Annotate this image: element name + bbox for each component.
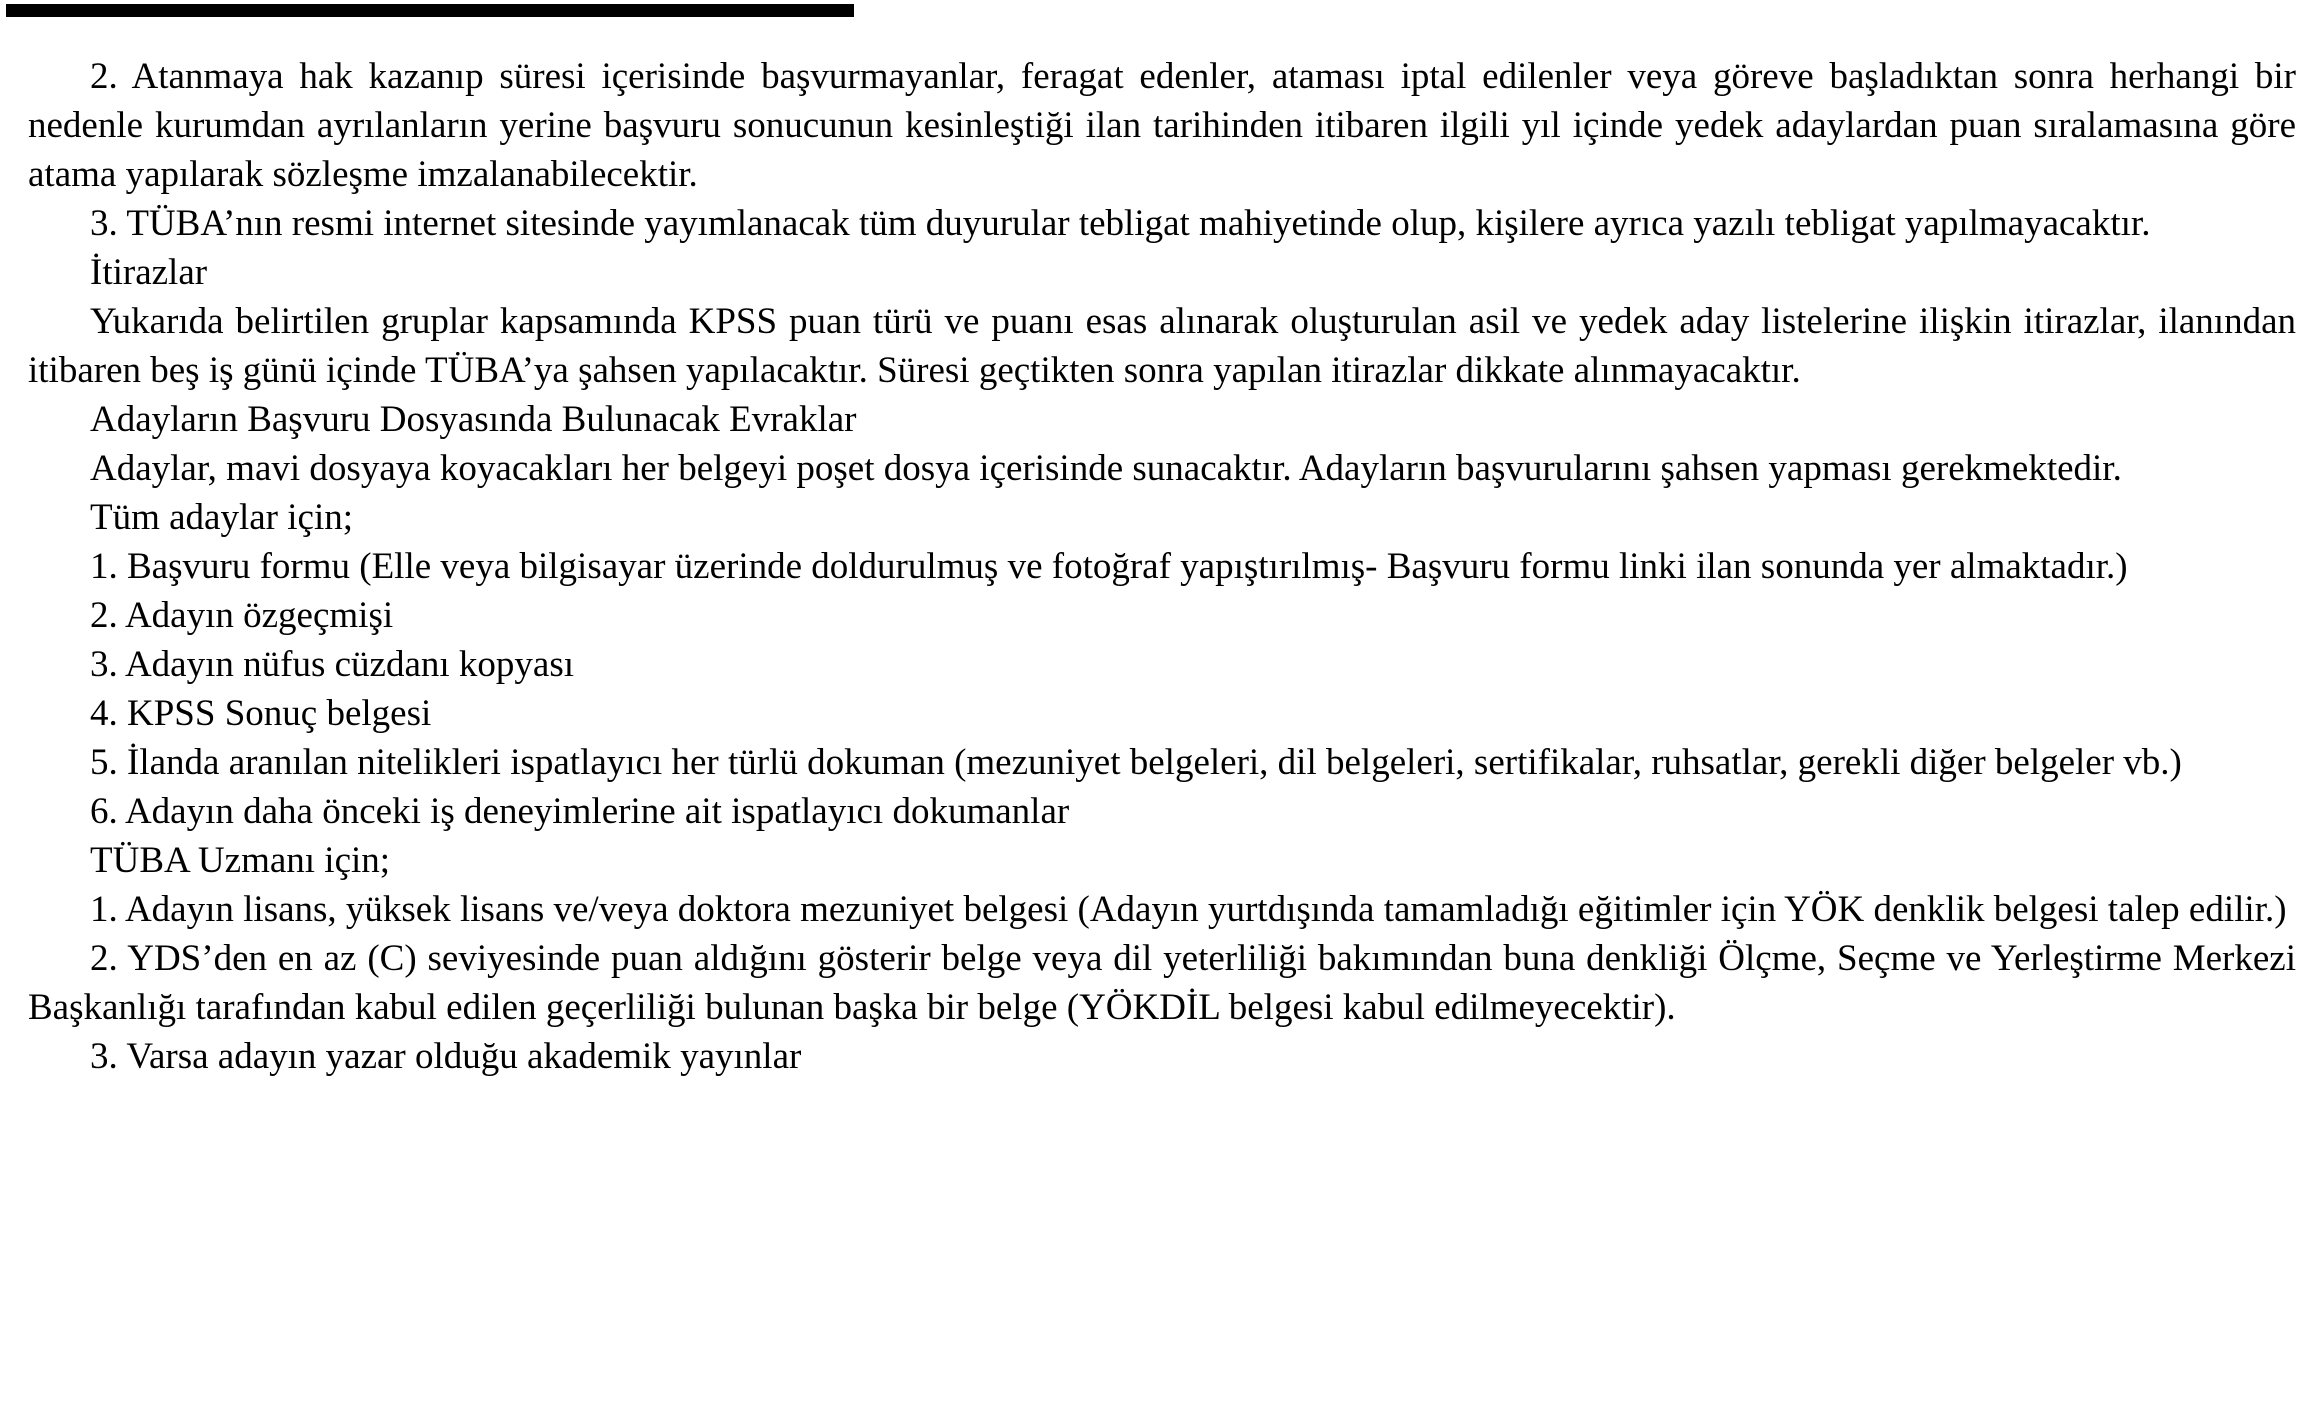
document-body xyxy=(28,52,2296,1081)
paragraph: 2. Atanmaya hak kazanıp süresi içerisinde başvurmayanlar, feragat edenler, ataması iptal edilenler veya göreve başladıktan sonra herhangi bir nedenle kurumdan ayrılanların yerine başvuru sonucunun kesinleştiği ilan tarihinden itibaren ilgili yıl içinde yedek adaylardan puan sıralamasına göre atama yapılarak sözleşme imzalanabilecektir. xyxy=(28,56,2296,195)
paragraph: 2. YDS’den en az (C) seviyesinde puan aldığını gösterir belge veya dil yeterliliği bakımından buna denkliği Ölçme, Seçme ve Yerleştirme Merkezi Başkanlığı tarafından kabul edilen geçerliliği bulunan başka bir belge (YÖKDİL belgesi kabul edilmeyecektir). xyxy=(28,938,2296,1028)
paragraph: 5. İlanda aranılan nitelikleri ispatlayıcı her türlü dokuman (mezuniyet belgeleri, dil belgeleri, sertifikalar, ruhsatlar, gerekli diğer belgeler vb.) xyxy=(90,742,2182,783)
paragraph: 3. Varsa adayın yazar olduğu akademik yayınlar xyxy=(90,1036,802,1077)
paragraph: 1. Adayın lisans, yüksek lisans ve/veya doktora mezuniyet belgesi (Adayın yurtdışında tamamladığı eğitimler için YÖK denklik belgesi talep edilir.) xyxy=(90,889,2287,930)
paragraph: Adaylar, mavi dosyaya koyacakları her belgeyi poşet dosya içerisinde sunacaktır. Adayların başvurularını şahsen yapması gerekmektedir. xyxy=(90,448,2122,489)
paragraph: Yukarıda belirtilen gruplar kapsamında KPSS puan türü ve puanı esas alınarak oluşturulan asil ve yedek aday listelerine ilişkin itirazlar, ilanından itibaren beş iş günü içinde TÜBA’ya şahsen yapılacaktır. Süresi geçtikten sonra yapılan itirazlar dikkate alınmayacaktır. xyxy=(28,301,2296,391)
paragraph: 1. Başvuru formu (Elle veya bilgisayar üzerinde doldurulmuş ve fotoğraf yapıştırılmış- Başvuru formu linki ilan sonunda yer almaktadır.) xyxy=(90,546,2128,587)
paragraph: 4. KPSS Sonuç belgesi xyxy=(90,693,432,734)
paragraph: 3. TÜBA’nın resmi internet sitesinde yayımlanacak tüm duyurular tebligat mahiyetinde olup, kişilere ayrıca yazılı tebligat yapılmayacaktır. xyxy=(90,203,2151,244)
paragraph: Adayların Başvuru Dosyasında Bulunacak Evraklar xyxy=(90,399,857,440)
paragraph: TÜBA Uzmanı için; xyxy=(90,840,391,881)
paragraph: 6. Adayın daha önceki iş deneyimlerine ait ispatlayıcı dokumanlar xyxy=(90,791,1070,832)
paragraph: 2. Adayın özgeçmişi xyxy=(90,595,394,636)
paragraph: Tüm adaylar için; xyxy=(90,497,354,538)
paragraph: İtirazlar xyxy=(90,252,208,293)
paragraph: 3. Adayın nüfus cüzdanı kopyası xyxy=(90,644,574,685)
scan-artifact-bar xyxy=(6,4,854,17)
